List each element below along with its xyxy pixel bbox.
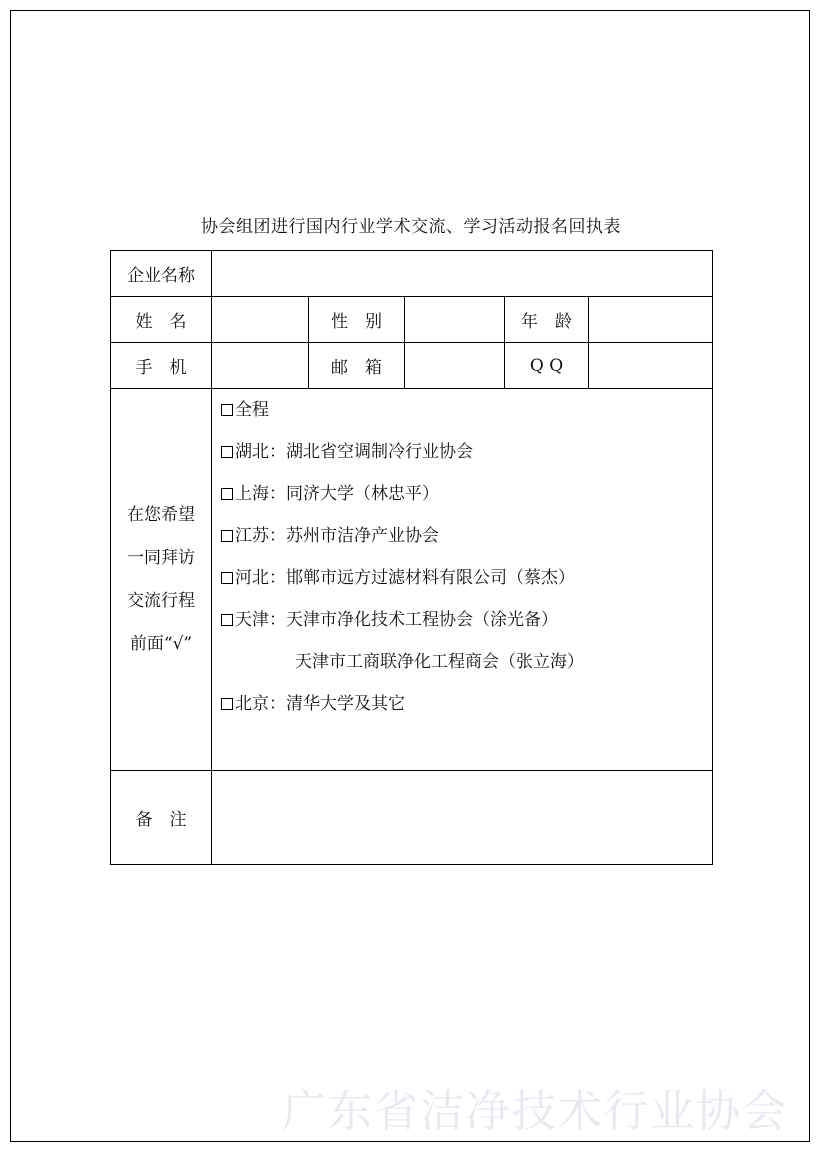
age-field[interactable] xyxy=(589,297,713,343)
trip-selection-label xyxy=(111,389,212,771)
qq-field[interactable] xyxy=(589,343,713,389)
phone-field[interactable] xyxy=(212,343,309,389)
name-label: 姓 名 xyxy=(111,297,212,343)
qq-label: Q Q xyxy=(505,343,589,389)
trip-option-label: 北京：清华大学及其它 xyxy=(235,694,405,714)
company-row xyxy=(111,251,713,297)
age-label: 年 龄 xyxy=(505,297,589,343)
checkbox-icon[interactable] xyxy=(221,614,233,626)
remarks-row xyxy=(111,771,713,865)
trip-option-label: 天津市工商联净化工程商会（张立海） xyxy=(295,652,584,672)
trip-label-line: 在您希望 xyxy=(127,504,195,525)
trip-option-tianjin[interactable] xyxy=(212,605,712,647)
trip-options-cell xyxy=(212,389,713,771)
contact-row xyxy=(111,343,713,389)
trip-label-line: 交流行程 xyxy=(127,590,195,611)
trip-option-jiangsu[interactable] xyxy=(212,521,712,563)
trip-option-beijing[interactable] xyxy=(212,689,712,731)
trip-option-hebei[interactable] xyxy=(212,563,712,605)
trip-option-label: 天津：天津市净化技术工程协会（涂光备） xyxy=(235,610,558,630)
checkbox-icon[interactable] xyxy=(221,404,233,416)
trip-option-tianjin-secondary xyxy=(212,647,712,689)
trip-option-label: 江苏：苏州市洁净产业协会 xyxy=(235,526,439,546)
trip-option-hubei[interactable] xyxy=(212,437,712,479)
trip-option-shanghai[interactable] xyxy=(212,479,712,521)
gender-field[interactable] xyxy=(405,297,505,343)
name-field[interactable] xyxy=(212,297,309,343)
trip-label-line: 一同拜访 xyxy=(127,547,195,568)
checkbox-icon[interactable] xyxy=(221,446,233,458)
checkbox-icon[interactable] xyxy=(221,572,233,584)
watermark: 广东省洁净技术行业协会 xyxy=(282,1086,788,1137)
trip-option-label: 湖北：湖北省空调制冷行业协会 xyxy=(235,442,473,462)
checkbox-icon[interactable] xyxy=(221,698,233,710)
remarks-label: 备 注 xyxy=(111,771,212,865)
trip-option-label: 上海：同济大学（林忠平） xyxy=(235,484,439,504)
trip-row xyxy=(111,389,713,771)
checkbox-icon[interactable] xyxy=(221,488,233,500)
trip-option-label: 全程 xyxy=(235,400,269,420)
gender-label: 性 别 xyxy=(309,297,405,343)
document-title: 协会组团进行国内行业学术交流、学习活动报名回执表 xyxy=(201,217,621,237)
company-name-label: 企业名称 xyxy=(111,251,212,297)
checkbox-icon[interactable] xyxy=(221,530,233,542)
personal-row xyxy=(111,297,713,343)
email-label: 邮 箱 xyxy=(309,343,405,389)
trip-option-label: 河北：邯郸市远方过滤材料有限公司（蔡杰） xyxy=(235,568,575,588)
remarks-field[interactable] xyxy=(212,771,713,865)
trip-option-full[interactable] xyxy=(212,395,712,437)
phone-label: 手 机 xyxy=(111,343,212,389)
email-field[interactable] xyxy=(405,343,505,389)
company-name-field[interactable] xyxy=(212,251,713,297)
registration-form-table xyxy=(110,250,713,865)
trip-label-line: 前面“√” xyxy=(129,633,193,654)
